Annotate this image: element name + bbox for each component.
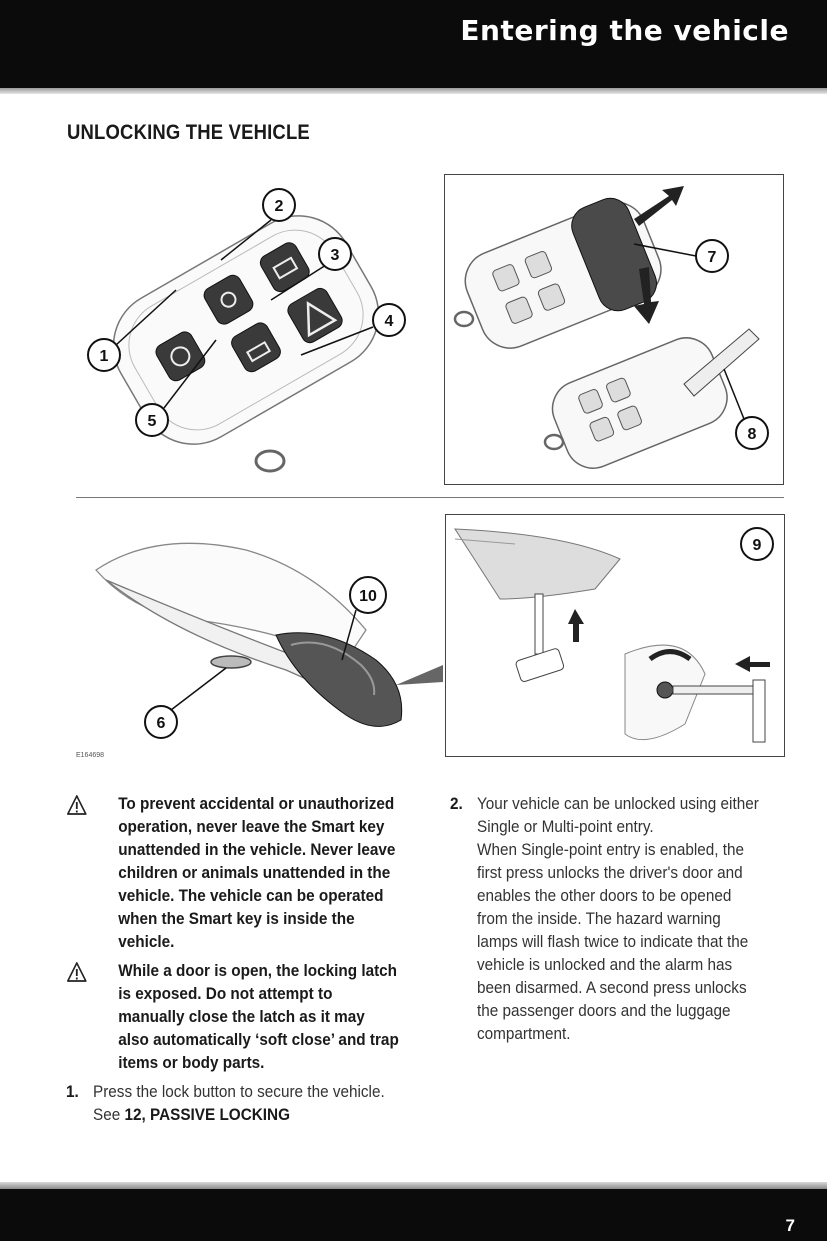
- emergency-key-illustration: [445, 514, 785, 757]
- step-1-reference: [93, 1103, 399, 1126]
- step-2-number: 2.: [450, 794, 463, 813]
- warning-triangle-icon: [66, 794, 88, 816]
- step-2: [450, 792, 765, 1045]
- warning-text-2: While a door is open, the locking latch is exposed. Do not attempt to manually close the latch as it may also automatically ‘soft close’ and trap items or body parts.: [118, 961, 399, 1072]
- warning-text-1: To prevent accidental or unauthorized operation, never leave the Smart key unattended in the vehicle. Never leave children or animals unattended in the vehicle. The vehicle can be operated when the Smart key is inside the vehicle.: [118, 794, 396, 951]
- callout-label-3: 3: [330, 247, 340, 264]
- step-2-detail: When Single-point entry is enabled, the first press unlocks the driver's door and enables the other doors to be opened from the inside. The hazard warning lamps will flash twice to indicate that the vehicle is unlocked and the alarm has been disarmed. A second press unlocks the passenger doors and the luggage compartment.: [477, 840, 749, 1043]
- figure-divider: [76, 497, 784, 498]
- chapter-title: Entering the vehicle: [460, 14, 789, 47]
- callout-label-4: 4: [384, 313, 394, 330]
- step-2-intro: Your vehicle can be unlocked using either Single or Multi-point entry.: [477, 794, 759, 836]
- footer-rule: [0, 1182, 827, 1189]
- callout-label-10: 10: [359, 588, 377, 605]
- warning-block-1: [66, 792, 399, 953]
- step-1-text: Press the lock button to secure the vehicle.: [93, 1082, 385, 1101]
- see-label: See: [93, 1105, 121, 1124]
- warning-triangle-icon: [66, 961, 88, 983]
- callout-label-5: 5: [147, 413, 157, 430]
- page-number: 7: [785, 1216, 795, 1235]
- header-rule: [0, 88, 827, 94]
- figure-reference: E164698: [76, 752, 105, 759]
- warning-block-2: [66, 959, 399, 1074]
- callout-label-1: 1: [99, 348, 109, 365]
- section-heading: UNLOCKING THE VEHICLE: [67, 121, 310, 144]
- reference-title-link[interactable]: PASSIVE LOCKING: [150, 1105, 291, 1124]
- reference-page[interactable]: 12,: [124, 1105, 146, 1124]
- step-1: [66, 1080, 399, 1126]
- right-column: [450, 792, 800, 1045]
- callout-label-8: 8: [747, 426, 757, 443]
- key-blade-illustration: [444, 174, 784, 485]
- left-column: [66, 792, 436, 1126]
- header-bar: [0, 0, 827, 88]
- callout-label-2: 2: [274, 198, 284, 215]
- callout-label-7: 7: [707, 249, 717, 266]
- door-handle-illustration: [76, 510, 446, 750]
- callout-label-9: 9: [752, 537, 762, 554]
- step-1-number: 1.: [66, 1082, 79, 1101]
- footer-bar: [0, 1189, 827, 1241]
- smart-key-illustration: [76, 180, 436, 480]
- callout-label-6: 6: [156, 715, 166, 732]
